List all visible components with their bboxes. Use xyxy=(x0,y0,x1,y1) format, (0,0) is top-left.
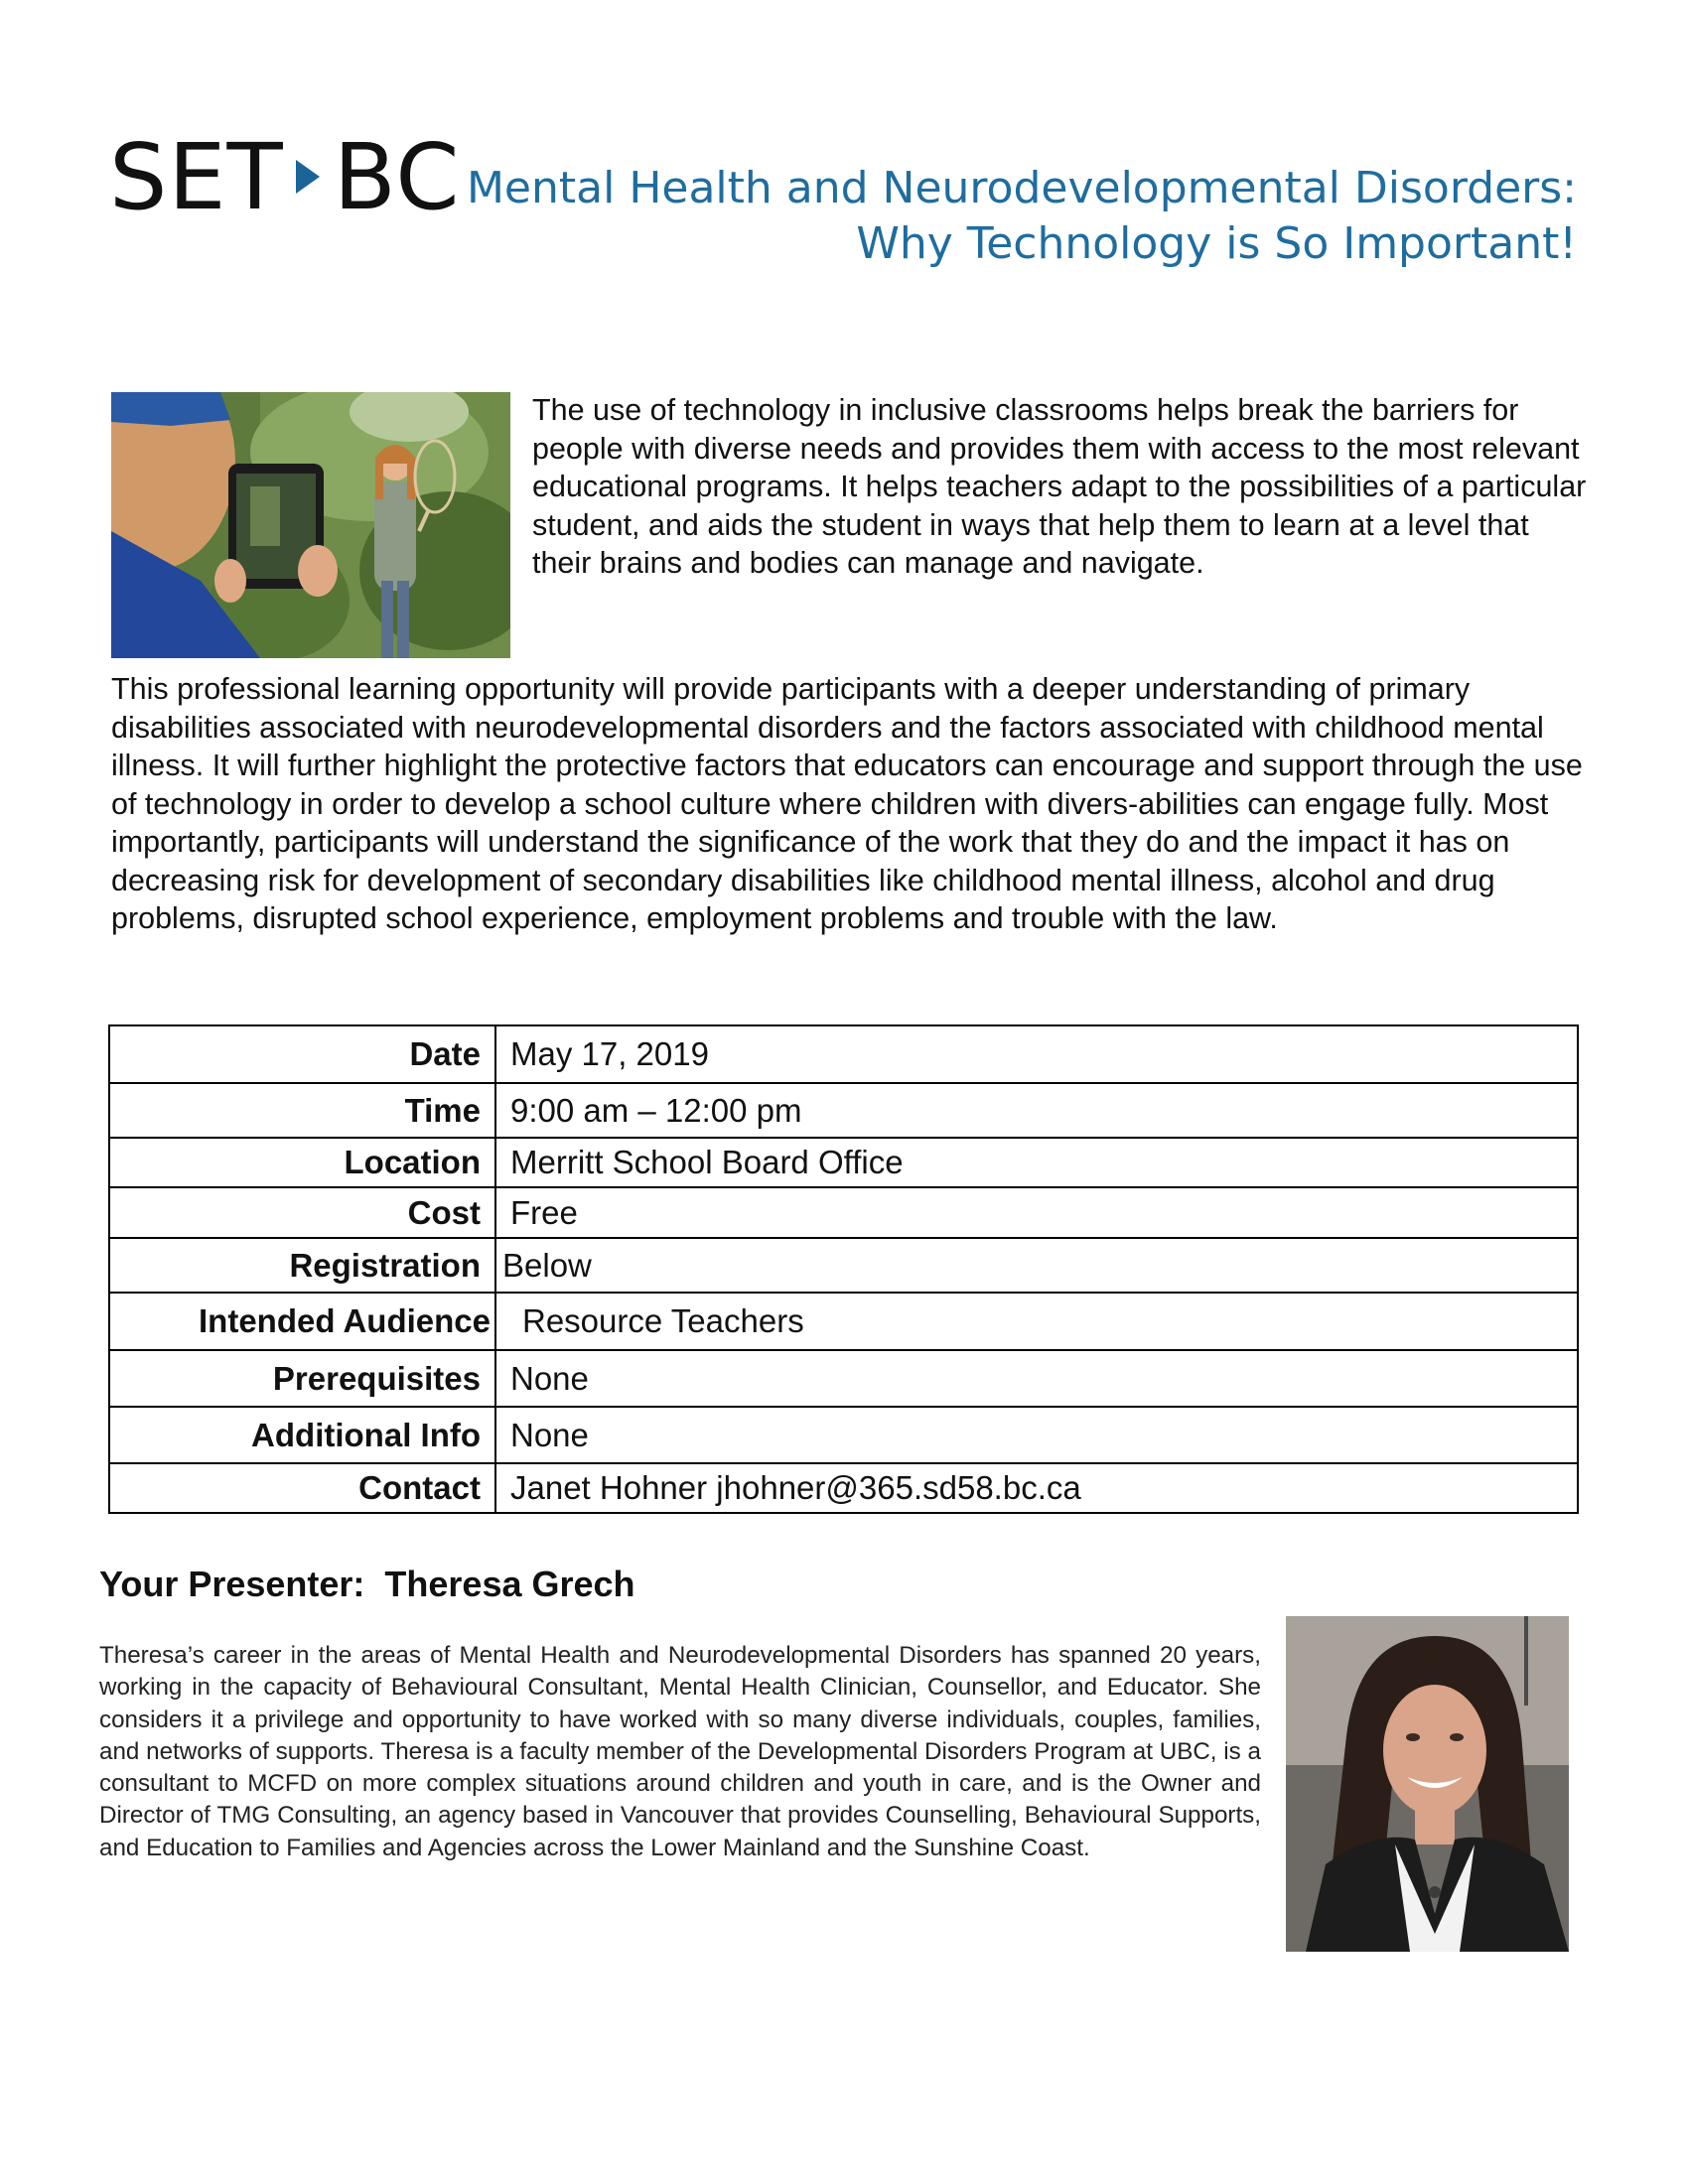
event-details-table xyxy=(108,1024,1579,1514)
time-label: Time xyxy=(109,1083,495,1138)
additional-info-label: Additional Info xyxy=(109,1407,495,1463)
location-value: Merritt School Board Office xyxy=(495,1138,1578,1187)
details-row-additional-info xyxy=(109,1407,1578,1463)
intro-paragraph: The use of technology in inclusive classrooms helps break the barriers for people with diverse needs and provides them with access to the most relevant educational programs. It helps teachers adapt to the possibilities of a particular student, and aids the student in ways that help them to learn at a level that their brains and bodies can manage and navigate. xyxy=(532,393,1587,580)
presenter-heading: Your Presenter: Theresa Grech xyxy=(99,1564,635,1604)
setbc-logo xyxy=(109,123,461,230)
details-row-date xyxy=(109,1025,1578,1083)
registration-label: Registration xyxy=(109,1238,495,1293)
logo-text-bc: BC xyxy=(333,123,461,230)
cost-label: Cost xyxy=(109,1187,495,1238)
page-title xyxy=(467,161,1577,272)
date-label: Date xyxy=(109,1025,495,1083)
cost-value: Free xyxy=(495,1187,1578,1238)
prerequisites-value: None xyxy=(495,1350,1578,1407)
logo-text-set: SET xyxy=(109,123,284,230)
details-row-contact xyxy=(109,1463,1578,1513)
description-paragraph: This professional learning opportunity will provide participants with a deeper understanding of primary disabilities associated with neurodevelopmental disorders and the factors associated with childhood mental illness. It will further highlight the protective factors that educators can encourage and support through the use of technology in order to develop a school culture where children with divers-abilities can engage fully. Most importantly, participants will understand the significance of the work that they do and the impact it has on decreasing risk for development of secondary disabilities like childhood mental illness, alcohol and drug problems, disrupted school experience, employment problems and trouble with the law. xyxy=(111,672,1583,935)
additional-info-value: None xyxy=(495,1407,1578,1463)
title-line-1: Mental Health and Neurodevelopmental Disorders: xyxy=(466,163,1577,213)
details-row-prerequisites xyxy=(109,1350,1578,1407)
date-value: May 17, 2019 xyxy=(495,1025,1578,1083)
details-row-registration xyxy=(109,1238,1578,1293)
student-tablet-photo xyxy=(111,392,510,658)
play-triangle-icon xyxy=(296,160,320,194)
contact-value: Janet Hohner jhohner@365.sd58.bc.ca xyxy=(495,1463,1578,1513)
intended-audience-label: Intended Audience xyxy=(109,1293,495,1350)
presenter-bio: Theresa’s career in the areas of Mental Health and Neurodevelopmental Disorders has spanned 20 years, working in the capacity of Behavioural Consultant, Mental Health Clinician, Counsellor, and Educator. She considers it a privilege and opportunity to have worked with so many diverse individuals, couples, families, and networks of supports. Theresa is a faculty member of the Developmental Disorders Program at UBC, is a consultant to MCFD on more complex situations around children and youth in care, and is the Owner and Director of TMG Consulting, an agency based in Vancouver that provides Counselling, Behavioural Supports, and Education to Families and Agencies across the Lower Mainland and the Sunshine Coast. xyxy=(99,1642,1261,1861)
details-row-cost xyxy=(109,1187,1578,1238)
contact-label: Contact xyxy=(109,1463,495,1513)
presenter-photo xyxy=(1286,1616,1569,1952)
details-row-audience xyxy=(109,1293,1578,1350)
details-row-time xyxy=(109,1083,1578,1138)
title-line-2: Why Technology is So Important! xyxy=(856,218,1577,269)
registration-value: Below xyxy=(495,1238,1578,1293)
time-value: 9:00 am – 12:00 pm xyxy=(495,1083,1578,1138)
prerequisites-label: Prerequisites xyxy=(109,1350,495,1407)
details-row-location xyxy=(109,1138,1578,1187)
intended-audience-value: Resource Teachers xyxy=(495,1293,1578,1350)
location-label: Location xyxy=(109,1138,495,1187)
